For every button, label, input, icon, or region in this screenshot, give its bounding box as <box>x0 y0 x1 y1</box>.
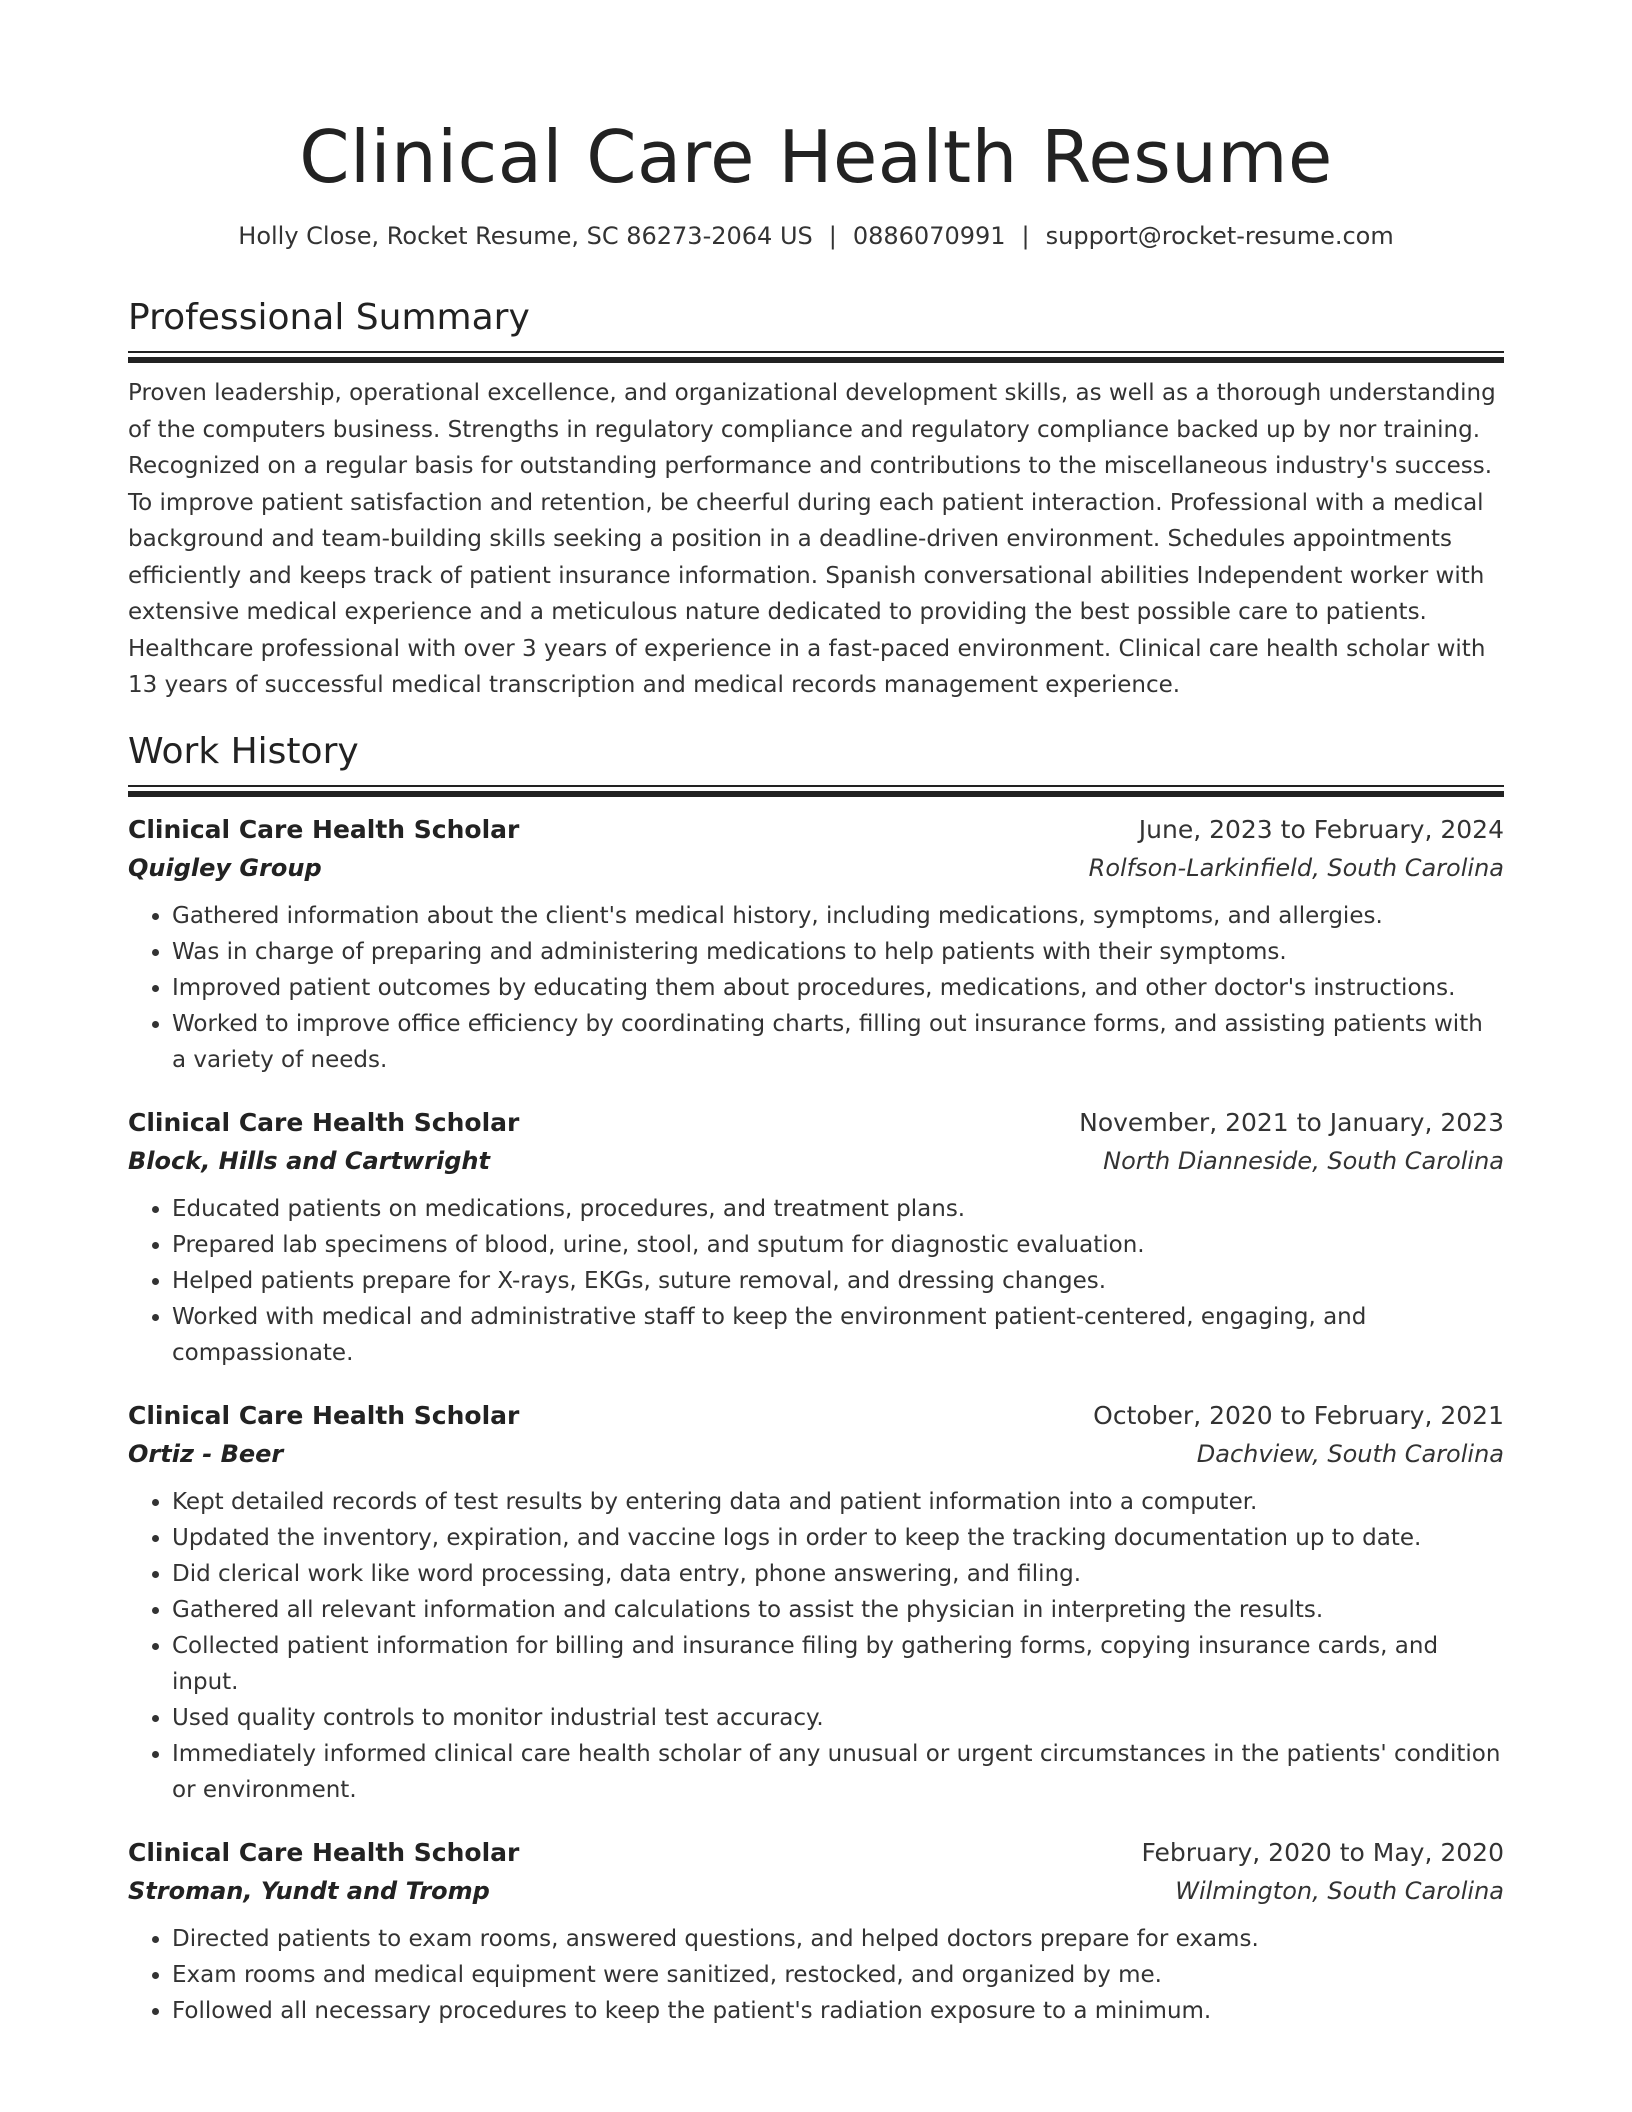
job-location: Rolfson-Larkinfield, South Carolina <box>1088 853 1504 882</box>
job-duty: • Followed all necessary procedures to keep the patient's radiation exposure to a minimum. <box>172 1993 1504 2029</box>
job-entry <box>128 1834 1504 2029</box>
job-duties-list <box>128 1484 1504 1808</box>
contact-address: Holly Close, Rocket Resume, SC 86273-2064 US <box>238 221 813 250</box>
job-duty: • Immediately informed clinical care health scholar of any unusual or urgent circumstances in the patients' condition or environment. <box>172 1736 1504 1808</box>
job-dates: February, 2020 to May, 2020 <box>1141 1837 1504 1867</box>
contact-separator: | <box>1021 221 1030 250</box>
summary-section <box>128 296 1504 704</box>
job-title: Clinical Care Health Scholar <box>128 814 520 844</box>
job-duty: • Did clerical work like word processing, data entry, phone answering, and filing. <box>172 1556 1504 1592</box>
contact-phone: 0886070991 <box>852 221 1006 250</box>
work-history-heading: Work History <box>128 730 359 772</box>
job-duties-list <box>128 898 1504 1078</box>
job-title: Clinical Care Health Scholar <box>128 1107 520 1137</box>
job-duty: • Prepared lab specimens of blood, urine, stool, and sputum for diagnostic evaluation. <box>172 1227 1504 1263</box>
job-entry <box>128 811 1504 1078</box>
job-duties-list <box>128 1921 1504 2029</box>
job-duty: • Exam rooms and medical equipment were sanitized, restocked, and organized by me. <box>172 1957 1504 1993</box>
job-entry <box>128 1104 1504 1371</box>
job-duty: • Collected patient information for billing and insurance filing by gathering forms, copying insurance cards, and input. <box>172 1628 1504 1700</box>
job-title: Clinical Care Health Scholar <box>128 1400 520 1430</box>
company-name: Stroman, Yundt and Tromp <box>128 1876 490 1905</box>
job-location: North Dianneside, South Carolina <box>1103 1146 1504 1175</box>
job-duty: • Directed patients to exam rooms, answered questions, and helped doctors prepare for exams. <box>172 1921 1504 1957</box>
company-name: Quigley Group <box>128 853 322 882</box>
job-duty: • Helped patients prepare for X-rays, EKGs, suture removal, and dressing changes. <box>172 1263 1504 1299</box>
job-duty: • Gathered all relevant information and calculations to assist the physician in interpreting the results. <box>172 1592 1504 1628</box>
job-duty: • Worked to improve office efficiency by coordinating charts, filling out insurance forms, and assisting patients with a variety of needs. <box>172 1006 1504 1078</box>
job-entry <box>128 1397 1504 1808</box>
contact-line <box>128 221 1504 252</box>
section-divider <box>128 351 1504 363</box>
job-duty: • Used quality controls to monitor industrial test accuracy. <box>172 1700 1504 1736</box>
job-title: Clinical Care Health Scholar <box>128 1837 520 1867</box>
job-duty: • Gathered information about the client's medical history, including medications, symptoms, and allergies. <box>172 898 1504 934</box>
resume-title: Clinical Care Health Resume <box>299 115 1333 199</box>
summary-text: Proven leadership, operational excellence, and organizational development skills, as well as a thorough understanding of the computers business. Strengths in regulatory compliance and regulatory compliance backed up by nor training. Recognized on a regular basis for outstanding performance and contributions to the miscellaneous industry's success. To improve patient satisfaction and retention, be cheerful during each patient interaction. Professional with a medical background and team-building skills seeking a position in a deadline-driven environment. Schedules appointments efficiently and keeps track of patient insurance information. Spanish conversational abilities Independent worker with extensive medical experience and a meticulous nature dedicated to providing the best possible care to patients. Healthcare professional with over 3 years of experience in a fast-paced environment. Clinical care health scholar with 13 years of successful medical transcription and medical records management experience. <box>128 380 1496 699</box>
job-dates: October, 2020 to February, 2021 <box>1093 1400 1504 1430</box>
company-name: Block, Hills and Cartwright <box>128 1146 490 1175</box>
work-history-section <box>128 730 1504 2029</box>
job-duty: • Worked with medical and administrative staff to keep the environment patient-centered, engaging, and compassionate. <box>172 1299 1504 1371</box>
job-duty: • Educated patients on medications, procedures, and treatment plans. <box>172 1191 1504 1227</box>
job-dates: November, 2021 to January, 2023 <box>1079 1107 1504 1137</box>
summary-heading: Professional Summary <box>128 296 530 338</box>
job-duty: • Was in charge of preparing and administering medications to help patients with their symptoms. <box>172 934 1504 970</box>
job-duty: • Improved patient outcomes by educating them about procedures, medications, and other doctor's instructions. <box>172 970 1504 1006</box>
job-location: Wilmington, South Carolina <box>1175 1876 1504 1905</box>
contact-email: support@rocket-resume.com <box>1045 221 1394 250</box>
job-dates: June, 2023 to February, 2024 <box>1138 814 1504 844</box>
job-location: Dachview, South Carolina <box>1196 1439 1504 1468</box>
job-duty: • Kept detailed records of test results by entering data and patient information into a computer. <box>172 1484 1504 1520</box>
company-name: Ortiz - Beer <box>128 1439 284 1468</box>
section-divider <box>128 785 1504 797</box>
job-duty: • Updated the inventory, expiration, and vaccine logs in order to keep the tracking documentation up to date. <box>172 1520 1504 1556</box>
job-duties-list <box>128 1191 1504 1371</box>
contact-separator: | <box>828 221 837 250</box>
